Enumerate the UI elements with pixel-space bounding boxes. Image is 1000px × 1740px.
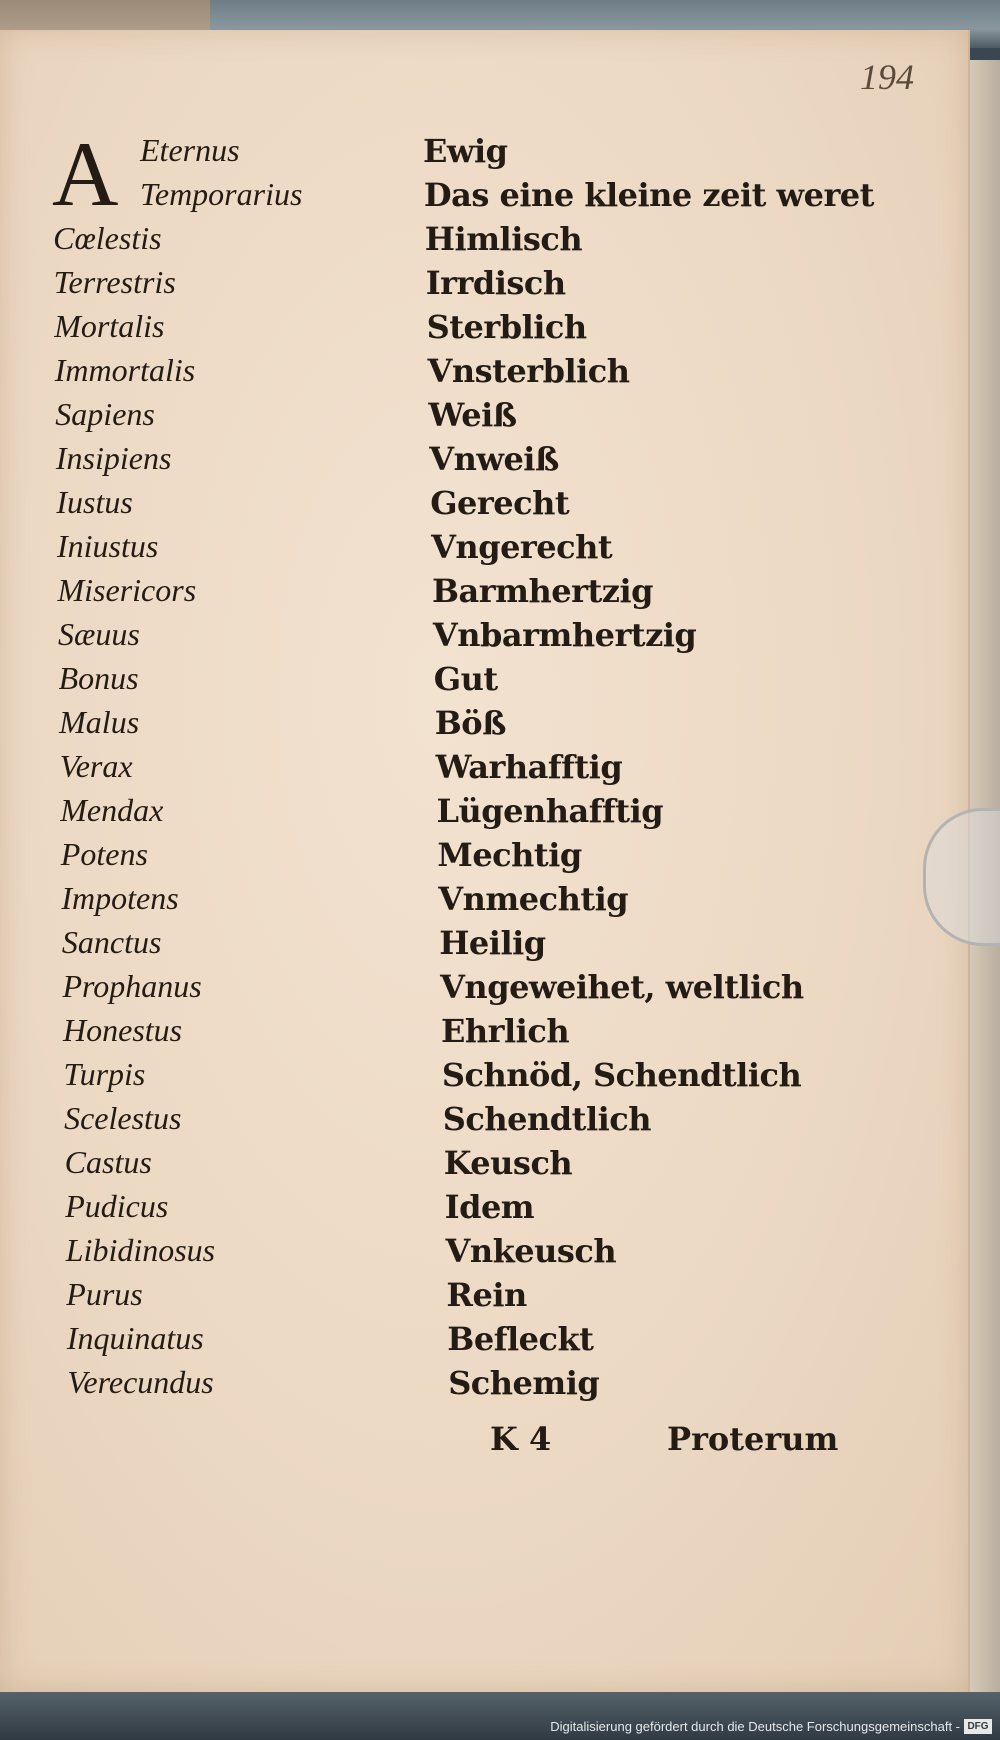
latin-term: Scelestus	[64, 1100, 182, 1136]
latin-term: Verecundus	[67, 1364, 214, 1400]
german-translation: Lügenhafftig	[436, 792, 664, 830]
german-translation: Ewig	[423, 132, 508, 170]
latin-term: Inquinatus	[66, 1320, 204, 1356]
german-translation: Vnweiß	[429, 440, 559, 478]
german-translation: Gut	[433, 660, 498, 698]
german-translation: Befleckt	[447, 1320, 594, 1358]
latin-term: Turpis	[63, 1056, 146, 1092]
latin-term: Malus	[59, 704, 140, 740]
latin-term: Sanctus	[61, 924, 162, 960]
latin-term: Mendax	[60, 792, 164, 828]
german-translation: Vngeweihet, weltlich	[440, 968, 804, 1006]
latin-term: Sapiens	[55, 396, 155, 432]
german-translation: Vngerecht	[431, 528, 613, 566]
latin-term: Sæuus	[58, 616, 140, 652]
latin-term: Terrestris	[53, 264, 176, 300]
digitization-credit: Digitalisierung gefördert durch die Deutsche Forschungsgemeinschaft -	[550, 1719, 960, 1734]
german-translation: Warhafftig	[435, 748, 623, 786]
latin-term: Potens	[60, 836, 148, 872]
latin-term: Mortalis	[54, 308, 165, 344]
german-translation: Vnbarmhertzig	[432, 616, 697, 654]
latin-term: Pudicus	[65, 1188, 169, 1224]
german-translation: Heilig	[439, 924, 546, 962]
german-translation: Das eine kleine zeit weret	[423, 176, 874, 214]
german-translation: Keusch	[443, 1144, 573, 1182]
latin-term: Verax	[59, 748, 133, 784]
german-translation: Himlisch	[424, 220, 583, 258]
german-translation: Mechtig	[437, 836, 582, 874]
latin-term: Bonus	[58, 660, 139, 696]
german-translation: Schendtlich	[442, 1100, 651, 1138]
latin-term: Misericors	[57, 572, 197, 608]
german-translation: Sterblich	[426, 308, 587, 346]
signature-mark: K 4	[490, 1420, 552, 1458]
latin-term: Prophanus	[62, 968, 202, 1004]
german-translation: Vnmechtig	[438, 880, 629, 918]
latin-term: Libidinosus	[65, 1232, 216, 1268]
dfg-logo: DFG	[964, 1719, 992, 1734]
german-translation: Böß	[434, 704, 506, 742]
german-translation: Vnsterblich	[427, 352, 630, 390]
latin-term: Insipiens	[55, 440, 172, 476]
latin-term: Immortalis	[54, 352, 196, 388]
latin-term: Eternus	[140, 132, 240, 168]
latin-term: Iniustus	[56, 528, 159, 564]
folio-number: 194	[860, 57, 914, 97]
latin-term: Purus	[66, 1276, 143, 1312]
drop-cap-initial: A	[52, 123, 119, 225]
latin-term: Impotens	[61, 880, 179, 916]
latin-term: Cœlestis	[53, 220, 162, 256]
german-translation: Barmhertzig	[432, 572, 653, 610]
german-translation: Vnkeusch	[445, 1232, 617, 1270]
german-translation: Schemig	[448, 1364, 600, 1402]
latin-term: Castus	[64, 1144, 152, 1180]
latin-term: Temporarius	[140, 176, 303, 212]
german-translation: Gerecht	[430, 484, 570, 522]
german-translation: Irrdisch	[425, 264, 566, 302]
german-translation: Rein	[446, 1276, 527, 1314]
german-translation: Ehrlich	[441, 1012, 570, 1050]
catchword: Proterum	[667, 1420, 839, 1458]
german-translation: Schnöd, Schendtlich	[441, 1056, 802, 1094]
latin-term: Iustus	[56, 484, 133, 520]
german-translation: Weiß	[428, 396, 517, 434]
german-translation: Idem	[444, 1188, 535, 1226]
latin-term: Honestus	[63, 1012, 183, 1048]
